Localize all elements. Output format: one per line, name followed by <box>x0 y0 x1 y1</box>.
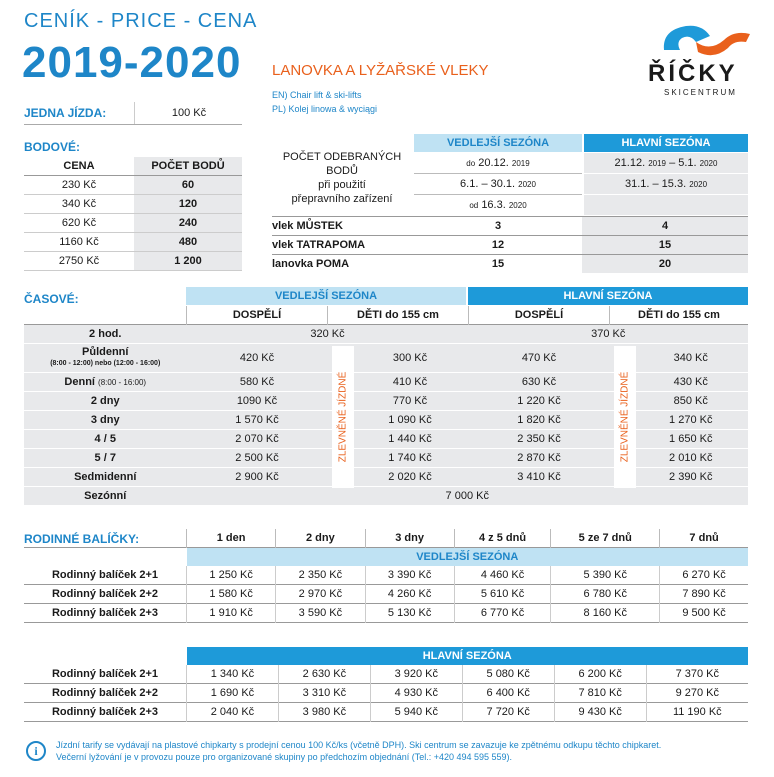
time-row-2h-label: 2 hod. <box>89 328 122 340</box>
family-row-label: Rodinný balíček 2+1 <box>51 569 159 581</box>
date-year: 2020 <box>518 180 536 189</box>
time-price-sa: 580 Kč <box>187 373 328 392</box>
family-price: 7 370 Kč <box>646 665 748 684</box>
family-table-main <box>24 647 748 722</box>
family-price: 9 270 Kč <box>646 684 748 703</box>
time-price-sk: 300 Kč <box>328 344 469 373</box>
time-col-main-kids: DĚTI do 155 cm <box>610 306 749 325</box>
lift-side-points: 15 <box>491 258 505 270</box>
date-a: 31.1. – 15.3. <box>624 178 687 190</box>
family-price: 5 940 Kč <box>370 703 462 722</box>
time-price-sk: 410 Kč <box>328 373 469 392</box>
family-price: 1 690 Kč <box>187 684 279 703</box>
time-row-label: 2 dny <box>24 392 187 411</box>
points-col-count: POČET BODŮ <box>134 157 242 176</box>
lift-name: vlek TATRAPOMA <box>272 239 366 251</box>
family-main-header: HLAVNÍ SEZÓNA <box>187 647 749 665</box>
time-price-sa: 2 500 Kč <box>187 449 328 468</box>
lifts-side-date-2 <box>414 174 582 195</box>
subtitle: LANOVKA A LYŽAŘSKÉ VLEKY <box>272 62 489 79</box>
family-price: 4 260 Kč <box>365 585 454 604</box>
season-title: 2019-2020 <box>22 38 242 87</box>
lift-row <box>272 255 748 274</box>
time-row <box>24 430 748 449</box>
family-col: 3 dny <box>365 529 454 548</box>
time-title: ČASOVÉ: <box>24 292 79 306</box>
time-price-mk: 1 270 Kč <box>610 411 749 430</box>
family-price: 6 200 Kč <box>554 665 646 684</box>
lift-row <box>272 236 748 255</box>
lifts-side-header: VEDLEJŠÍ SEZÓNA <box>414 134 582 152</box>
family-row <box>24 684 748 703</box>
logo-icon <box>654 12 754 62</box>
family-row-label: Rodinný balíček 2+2 <box>51 687 159 699</box>
time-price-mk: 850 Kč <box>610 392 749 411</box>
family-price: 11 190 Kč <box>646 703 748 722</box>
time-row-label <box>24 373 187 392</box>
family-price: 9 500 Kč <box>660 604 748 623</box>
footer-line-2: Večerní lyžování je v provozu pouze pro organizované skupiny po předchozím objednání (Tel.: +420 494 595 559). <box>56 752 513 762</box>
family-price: 3 590 Kč <box>276 604 365 623</box>
time-col-side-adults: DOSPĚLÍ <box>187 306 328 325</box>
date-year: 2020 <box>508 201 527 210</box>
points-col-price: CENA <box>24 157 134 176</box>
family-price: 6 270 Kč <box>660 566 748 585</box>
family-price: 1 250 Kč <box>187 566 276 585</box>
date-main: 6.1. – 30.1. <box>460 178 516 190</box>
time-row <box>24 411 748 430</box>
lifts-side-date-3 <box>414 195 582 215</box>
lifts-desc <box>272 150 412 206</box>
lift-row <box>272 217 748 236</box>
date-b: – 5.1. <box>669 157 697 169</box>
date-pre: od <box>469 201 479 210</box>
lift-main-points: 20 <box>582 255 748 274</box>
lifts-table <box>272 216 748 273</box>
time-price-mk: 1 650 Kč <box>610 430 749 449</box>
logo-name: ŘÍČKY <box>648 60 738 87</box>
time-price-mk: 340 Kč <box>610 344 749 373</box>
time-row-season-label: Sezónní <box>84 490 127 502</box>
family-price: 4 930 Kč <box>370 684 462 703</box>
family-price: 1 910 Kč <box>187 604 276 623</box>
time-price-sk: 1 440 Kč <box>328 430 469 449</box>
points-row <box>24 233 242 252</box>
family-side-header: VEDLEJŠÍ SEZÓNA <box>187 548 749 567</box>
time-price-sa: 1090 Kč <box>187 392 328 411</box>
time-row-label: 3 dny <box>24 411 187 430</box>
day-note: (8:00 - 16:00) <box>98 378 147 387</box>
lift-name: vlek MŮSTEK <box>272 220 343 232</box>
time-table <box>24 306 748 505</box>
family-price: 6 780 Kč <box>551 585 660 604</box>
family-price: 2 040 Kč <box>187 703 279 722</box>
family-price: 2 970 Kč <box>276 585 365 604</box>
points-price: 2750 Kč <box>58 255 100 267</box>
lifts-desc-2: při použití <box>318 179 366 191</box>
time-side-header: VEDLEJŠÍ SEZÓNA <box>186 287 466 305</box>
points-table <box>24 157 242 271</box>
family-row <box>24 585 748 604</box>
family-row <box>24 604 748 623</box>
family-row <box>24 566 748 585</box>
time-price-ma: 630 Kč <box>469 373 610 392</box>
time-price-ma: 1 820 Kč <box>469 411 610 430</box>
single-ride-label: JEDNA JÍZDA: <box>24 106 107 120</box>
logo <box>640 12 750 102</box>
family-price: 2 350 Kč <box>276 566 365 585</box>
family-price: 7 720 Kč <box>462 703 554 722</box>
time-col-main-adults: DOSPĚLÍ <box>469 306 610 325</box>
family-table-side <box>24 529 748 623</box>
family-price: 5 610 Kč <box>454 585 551 604</box>
time-price-sk: 1 740 Kč <box>328 449 469 468</box>
points-row <box>24 214 242 233</box>
time-row <box>24 392 748 411</box>
time-price-ma: 3 410 Kč <box>469 468 610 487</box>
logo-sub: SKICENTRUM <box>664 88 737 97</box>
halfday-note: (8:00 - 12:00) nebo (12:00 - 16:00) <box>50 360 161 367</box>
family-price: 5 390 Kč <box>551 566 660 585</box>
title-line: CENÍK - PRICE - CENA <box>24 10 258 32</box>
points-count: 120 <box>134 195 242 214</box>
points-row <box>24 252 242 271</box>
single-ride <box>24 102 242 125</box>
subtitle-pl: PL) Kolej linowa & wyciągi <box>272 104 378 114</box>
lift-main-points: 4 <box>582 217 748 236</box>
time-row <box>24 449 748 468</box>
family-row-label: Rodinný balíček 2+3 <box>51 706 159 718</box>
time-price-ma: 2 870 Kč <box>469 449 610 468</box>
family-col: 2 dny <box>276 529 365 548</box>
time-row-label: 4 / 5 <box>24 430 187 449</box>
family-price: 6 400 Kč <box>462 684 554 703</box>
family-row-label: Rodinný balíček 2+1 <box>51 668 159 680</box>
subtitle-en: EN) Chair lift & ski-lifts <box>272 90 362 100</box>
family-price: 9 430 Kč <box>554 703 646 722</box>
lift-side-points: 3 <box>494 220 502 232</box>
time-row <box>24 373 748 392</box>
family-col: 7 dnů <box>660 529 748 548</box>
points-price: 1160 Kč <box>59 236 99 248</box>
reduced-label-main <box>614 346 636 488</box>
date-by: 2020 <box>699 159 718 168</box>
family-price: 3 310 Kč <box>278 684 370 703</box>
points-count: 60 <box>134 176 242 195</box>
family-title: RODINNÉ BALÍČKY: <box>24 532 140 546</box>
date-main: 16.3. <box>481 199 506 211</box>
info-icon: i <box>26 741 46 761</box>
lift-main-points: 15 <box>582 236 748 255</box>
time-row-2h-main: 370 Kč <box>591 328 626 340</box>
time-price-ma: 1 220 Kč <box>469 392 610 411</box>
time-price-sk: 770 Kč <box>328 392 469 411</box>
family-col: 1 den <box>187 529 276 548</box>
family-row <box>24 665 748 684</box>
time-row <box>24 468 748 487</box>
date-ay: 2019 <box>648 159 666 168</box>
time-price-sa: 1 570 Kč <box>187 411 328 430</box>
points-row <box>24 195 242 214</box>
family-price: 6 770 Kč <box>454 604 551 623</box>
time-price-ma: 470 Kč <box>469 344 610 373</box>
family-row-label: Rodinný balíček 2+2 <box>51 588 159 600</box>
time-price-sk: 2 020 Kč <box>328 468 469 487</box>
time-col-side-kids: DĚTI do 155 cm <box>328 306 469 325</box>
time-price-mk: 2 010 Kč <box>610 449 749 468</box>
time-price-sk: 1 090 Kč <box>328 411 469 430</box>
family-col: 5 ze 7 dnů <box>551 529 660 548</box>
footer-line-1: Jízdní tarify se vydávají na plastové chipkarty s prodejní cenou 100 Kč/ks (včetně DPH). Ski centrum se zavazuje ke zpětnému odkupu těchto chipkaret. <box>56 740 662 750</box>
lifts-side-date-1 <box>414 153 582 174</box>
reduced-label-side <box>332 346 354 488</box>
family-price: 7 890 Kč <box>660 585 748 604</box>
points-row <box>24 176 242 195</box>
family-price: 4 460 Kč <box>454 566 551 585</box>
points-count: 480 <box>134 233 242 252</box>
family-col: 4 z 5 dnů <box>454 529 551 548</box>
family-price: 1 580 Kč <box>187 585 276 604</box>
time-row-label: 5 / 7 <box>24 449 187 468</box>
points-price: 620 Kč <box>61 217 97 229</box>
time-row-label <box>24 344 187 373</box>
date-by: 2020 <box>689 180 708 189</box>
lifts-desc-1: POČET ODEBRANÝCH BODŮ <box>282 151 402 177</box>
lifts-desc-3: přepravního zařízení <box>291 193 393 205</box>
time-price-sa: 2 070 Kč <box>187 430 328 449</box>
time-price-mk: 430 Kč <box>610 373 749 392</box>
date-a: 21.12. <box>614 157 646 169</box>
lift-name: lanovka POMA <box>272 258 350 270</box>
family-price: 5 130 Kč <box>365 604 454 623</box>
date-year: 2019 <box>511 159 530 168</box>
time-price-sa: 420 Kč <box>187 344 328 373</box>
time-price-ma: 2 350 Kč <box>469 430 610 449</box>
time-price-mk: 2 390 Kč <box>610 468 749 487</box>
family-price: 3 920 Kč <box>370 665 462 684</box>
time-row-label: Sedmidenní <box>24 468 187 487</box>
points-price: 230 Kč <box>61 179 97 191</box>
family-price: 1 340 Kč <box>187 665 279 684</box>
lifts-main-header: HLAVNÍ SEZÓNA <box>584 134 748 152</box>
reduced-text: ZLEVNĚNÉ JÍZDNÉ <box>337 371 349 463</box>
points-title: BODOVÉ: <box>24 140 81 154</box>
time-main-header: HLAVNÍ SEZÓNA <box>468 287 748 305</box>
single-ride-value: 100 Kč <box>134 102 243 124</box>
family-price: 5 080 Kč <box>462 665 554 684</box>
family-row <box>24 703 748 722</box>
family-price: 3 980 Kč <box>278 703 370 722</box>
halfday-label: Půldenní <box>82 346 129 358</box>
lifts-main-date-3 <box>584 195 748 215</box>
family-price: 7 810 Kč <box>554 684 646 703</box>
family-price: 8 160 Kč <box>551 604 660 623</box>
time-row-season-value: 7 000 Kč <box>445 490 489 502</box>
points-price: 340 Kč <box>61 198 97 210</box>
date-pre: do <box>466 159 476 168</box>
lifts-main-date-1 <box>584 153 748 174</box>
family-price: 2 630 Kč <box>278 665 370 684</box>
day-label: Denní <box>64 376 95 388</box>
family-row-label: Rodinný balíček 2+3 <box>51 607 159 619</box>
reduced-text: ZLEVNĚNÉ JÍZDNÉ <box>619 371 631 463</box>
family-price: 3 390 Kč <box>365 566 454 585</box>
time-row-2h-side: 320 Kč <box>310 328 345 340</box>
time-row <box>24 344 748 373</box>
points-count: 240 <box>134 214 242 233</box>
time-price-sa: 2 900 Kč <box>187 468 328 487</box>
points-count: 1 200 <box>134 252 242 271</box>
lift-side-points: 12 <box>491 239 505 251</box>
date-main: 20.12. <box>478 157 509 169</box>
lifts-main-date-2 <box>584 174 748 195</box>
